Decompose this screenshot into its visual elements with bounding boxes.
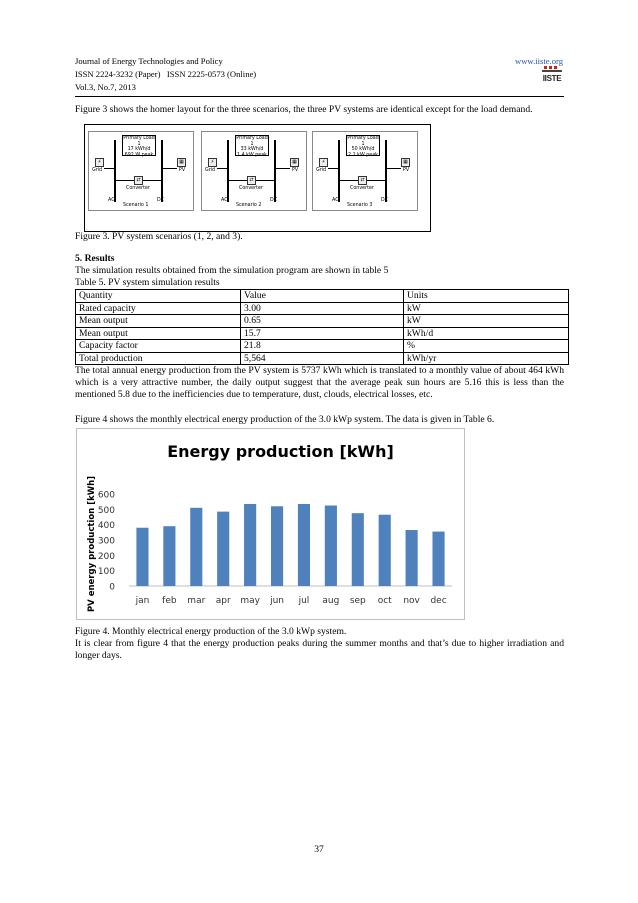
ac-label: AC <box>108 198 115 203</box>
dc-label: DC <box>381 198 389 203</box>
bar-jun <box>271 506 283 586</box>
figure3-intro-paragraph: Figure 3 shows the homer layout for the three scenarios, the three PV systems are identical except for the load demand. <box>75 104 533 115</box>
load-peak: 692 W peak <box>124 152 154 158</box>
converter-label: Converter <box>350 186 374 191</box>
x-tick-label: dec <box>430 596 447 606</box>
iiste-logo-text: IISTE <box>542 74 562 83</box>
table-cell: 0.65 <box>241 315 404 328</box>
table-row <box>76 327 569 340</box>
table-cell: 15.7 <box>241 327 404 340</box>
bar-jan <box>136 528 148 586</box>
pv-panel-icon: ▦ <box>177 158 186 167</box>
figure4-caption: Figure 4. Monthly electrical energy production of the 3.0 kWp system. <box>75 626 347 637</box>
table-row <box>76 352 569 365</box>
table5-caption: Table 5. PV system simulation results <box>75 277 220 288</box>
total-production-paragraph: The total annual energy production from the PV system is 5737 kWh which is translated to a monthly value of about 464 kWh which is a very attractive number, the daily output suggest that the average peak sun hours are 5.16 this is less than the mentioned 5.8 due to the inefficiencies due to temperature, dust, clouds, electrical losses, etc. <box>75 365 564 401</box>
scenario-name: Scenario 2 <box>236 203 262 208</box>
dc-bus <box>274 140 276 202</box>
x-tick-label: mar <box>187 596 206 606</box>
load-title: Primary Load 1 <box>123 136 155 147</box>
dc-label: DC <box>157 198 165 203</box>
table-cell: 3.00 <box>241 302 404 315</box>
chart-frame <box>76 428 465 620</box>
table-cell: Capacity factor <box>76 340 241 353</box>
x-tick-label: sep <box>349 596 366 606</box>
y-tick-label: 400 <box>97 521 115 532</box>
journal-website-link[interactable]: www.iiste.org <box>515 56 563 66</box>
dc-bus <box>161 140 163 202</box>
results-intro: The simulation results obtained from the simulation program are shown in table 5 <box>75 265 389 276</box>
y-tick-label: 200 <box>97 551 115 562</box>
chart-title: Energy production [kWh] <box>167 442 394 461</box>
x-tick-label: aug <box>322 596 340 606</box>
ac-label: AC <box>221 198 228 203</box>
x-tick-label: jan <box>135 596 150 606</box>
header-rule <box>75 96 564 97</box>
x-tick-label: may <box>240 596 260 606</box>
table-cell: Total production <box>76 352 241 365</box>
pv-panel-icon: ▦ <box>290 158 299 167</box>
results-table <box>75 289 569 365</box>
iiste-logo <box>540 66 564 88</box>
table-row <box>76 302 569 315</box>
bar-may <box>244 504 256 586</box>
table-header-cell: Units <box>404 290 569 303</box>
y-tick-label: 300 <box>97 536 115 547</box>
ac-bus <box>338 140 340 202</box>
bar-oct <box>379 515 391 586</box>
scenario-2-panel <box>201 131 307 211</box>
converter-icon: ⇄ <box>358 176 367 185</box>
figure4-intro-paragraph: Figure 4 shows the monthly electrical energy production of the 3.0 kWp system. The data is given in Table 6. <box>75 414 495 425</box>
journal-name: Journal of Energy Technologies and Policy <box>75 56 223 66</box>
grid-icon: ⚡ <box>95 158 104 167</box>
pv-label: PV <box>179 168 186 173</box>
y-tick-label: 600 <box>97 490 115 501</box>
converter-label: Converter <box>126 186 150 191</box>
page-number: 37 <box>314 844 324 855</box>
bar-nov <box>406 530 418 586</box>
converter-icon: ⇄ <box>247 176 256 185</box>
ac-label: AC <box>332 198 339 203</box>
table-header-cell: Value <box>241 290 404 303</box>
grid-label: Grid <box>316 168 327 173</box>
journal-issn: ISSN 2224-3232 (Paper) ISSN 2225-0573 (Online) <box>75 69 257 79</box>
conclusion-paragraph: It is clear from figure 4 that the energy production peaks during the summer months and that’s due to higher irradiation and longer days. <box>75 638 564 662</box>
table-row <box>76 315 569 328</box>
table-cell: Mean output <box>76 327 241 340</box>
ac-bus <box>114 140 116 202</box>
grid-label: Grid <box>205 168 216 173</box>
figure3-caption: Figure 3. PV system scenarios (1, 2, and 3). <box>75 231 243 242</box>
grid-label: Grid <box>92 168 103 173</box>
load-daily: 33 kWh/d <box>240 147 264 153</box>
load-peak: 2.1 kW peak <box>348 152 378 158</box>
bar-jul <box>298 504 310 586</box>
section-heading: 5. Results <box>75 253 115 264</box>
bar-mar <box>190 508 202 586</box>
table-cell: kW <box>404 315 569 328</box>
table-cell: 21.8 <box>241 340 404 353</box>
scenario-name: Scenario 1 <box>123 203 149 208</box>
pv-panel-icon: ▦ <box>401 158 410 167</box>
table-header-row <box>76 290 569 303</box>
x-tick-label: nov <box>403 596 420 606</box>
scenario-1-panel <box>88 131 194 211</box>
energy-production-chart <box>77 429 464 619</box>
table-header-cell: Quantity <box>76 290 241 303</box>
bar-apr <box>217 512 229 586</box>
table-cell: 5,564 <box>241 352 404 365</box>
y-tick-label: 100 <box>97 567 115 578</box>
bar-feb <box>163 526 175 586</box>
grid-icon: ⚡ <box>208 158 217 167</box>
scenario-3-panel <box>312 131 418 211</box>
bar-aug <box>325 506 337 587</box>
converter-label: Converter <box>239 186 263 191</box>
y-tick-label: 500 <box>97 505 115 516</box>
table-cell: kW <box>404 302 569 315</box>
load-daily: 17 kWh/d <box>127 147 151 153</box>
grid-icon: ⚡ <box>319 158 328 167</box>
scenario-name: Scenario 3 <box>347 203 373 208</box>
primary-load-box <box>235 135 269 156</box>
load-title: Primary Load 1 <box>347 136 379 147</box>
journal-volume: Vol.3, No.7, 2013 <box>75 82 136 92</box>
pv-label: PV <box>292 168 299 173</box>
primary-load-box <box>346 135 380 156</box>
table-row <box>76 340 569 353</box>
dc-bus <box>385 140 387 202</box>
y-tick-label: 0 <box>109 582 115 593</box>
x-tick-label: apr <box>215 596 231 606</box>
bar-sep <box>352 513 364 586</box>
table-cell: Rated capacity <box>76 302 241 315</box>
bar-dec <box>432 532 444 586</box>
dc-label: DC <box>270 198 278 203</box>
load-title: Primary Load 1 <box>236 136 268 147</box>
x-tick-label: jun <box>270 596 285 606</box>
ac-bus <box>227 140 229 202</box>
table-cell: % <box>404 340 569 353</box>
load-daily: 50 kWh/d <box>351 147 375 153</box>
x-tick-label: jul <box>298 596 310 606</box>
y-axis-label: PV energy production [kWh] <box>87 475 97 613</box>
table-cell: Mean output <box>76 315 241 328</box>
primary-load-box <box>122 135 156 156</box>
converter-icon: ⇄ <box>134 176 143 185</box>
pv-label: PV <box>403 168 410 173</box>
table-cell: kWh/d <box>404 327 569 340</box>
x-tick-label: oct <box>377 596 392 606</box>
load-peak: 1.4 kW peak <box>237 152 267 158</box>
table-cell: kWh/yr <box>404 352 569 365</box>
x-tick-label: feb <box>162 596 177 606</box>
